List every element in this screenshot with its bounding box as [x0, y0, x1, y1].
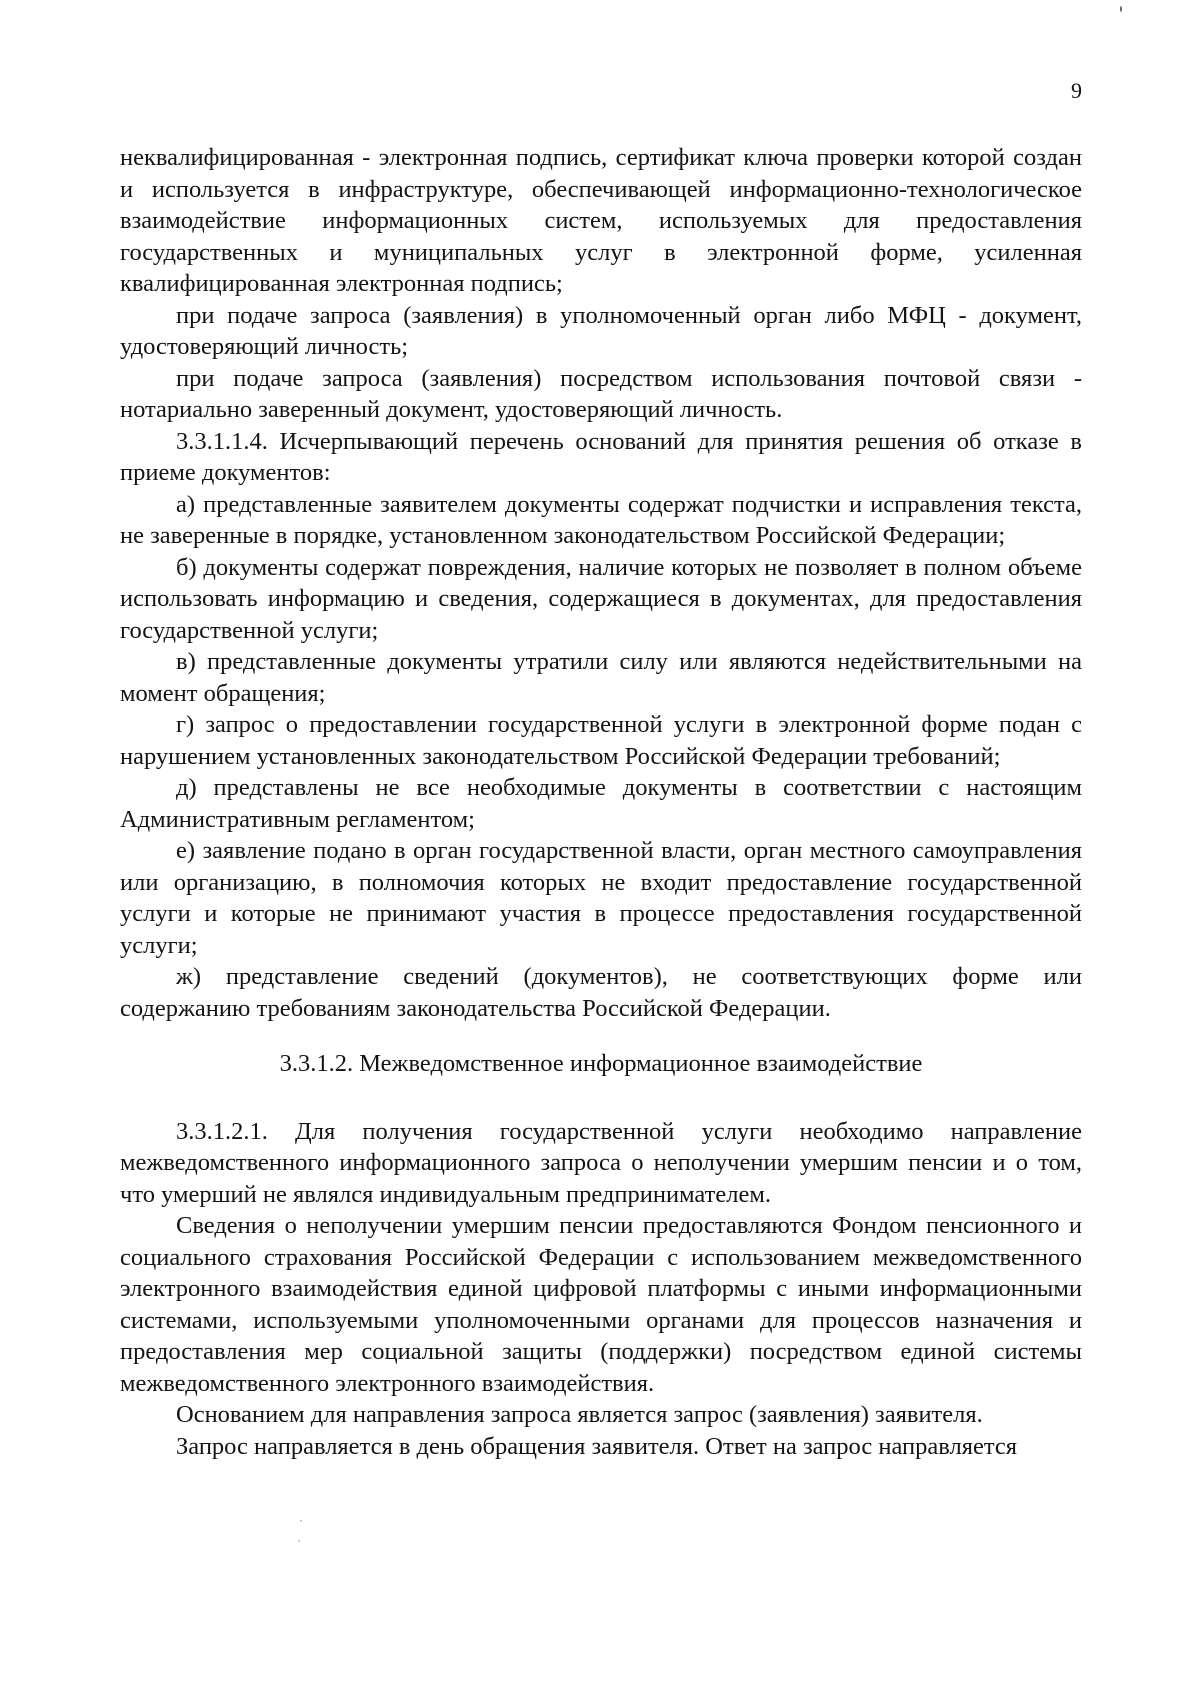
list-item: е) заявление подано в орган государственной власти, орган местного самоуправления или организацию, в полномочия которых не входит предоставление государственной услуги и которые не принимают участия в процессе предоставления государственной услуги; [120, 837, 1082, 959]
page-number: 9 [1071, 78, 1082, 103]
list-item: ж) представление сведений (документов), не соответствующих форме или содержанию требованиям законодательства Российской Федерации. [120, 963, 1082, 1022]
paragraph: Основанием для направления запроса является запрос (заявления) заявителя. [176, 1401, 983, 1428]
paragraph: при подаче запроса (заявления) в уполномоченный орган либо МФЦ - документ, удостоверяющий личность; [120, 301, 1082, 360]
list-item: а) представленные заявителем документы содержат подчистки и исправления текста, не заверенные в порядке, установленном законодательством Российской Федерации; [120, 490, 1082, 549]
scan-speck [1120, 6, 1122, 12]
document-body [120, 142, 1082, 1462]
paragraph: Сведения о неполучении умершим пенсии предоставляются Фондом пенсионного и социального страхования Российской Федерации с использованием межведомственного электронного взаимодействия единой цифровой платформы с иными информационными системами, используемыми уполномоченными органами для процессов назначения и предоставления мер социальной защиты (поддержки) посредством единой системы межведомственного электронного взаимодействия. [120, 1212, 1082, 1397]
scan-speck [300, 1520, 302, 1522]
paragraph: 3.3.1.1.4. Исчерпывающий перечень оснований для принятия решения об отказе в приеме документов: [120, 427, 1082, 486]
list-item: г) запрос о предоставлении государственной услуги в электронной форме подан с нарушением установленных законодательством Российской Федерации требований; [120, 711, 1082, 770]
paragraph: неквалифицированная - электронная подпись, сертификат ключа проверки которой создан и используется в инфраструктуре, обеспечивающей информационно-технологическое взаимодействие информационных систем, используемых для предоставления государственных и муниципальных услуг в электронной форме, усиленная квалифицированная электронная подпись; [120, 144, 1082, 297]
list-item: д) представлены не все необходимые документы в соответствии с настоящим Административным регламентом; [120, 774, 1082, 833]
list-item: б) документы содержат повреждения, наличие которых не позволяет в полном объеме использовать информацию и сведения, содержащиеся в документах, для предоставления государственной услуги; [120, 553, 1082, 644]
section-heading: 3.3.1.2. Межведомственное информационное взаимодействие [279, 1050, 923, 1077]
scan-speck [298, 1540, 300, 1542]
paragraph: при подаче запроса (заявления) посредством использования почтовой связи - нотариально заверенный документ, удостоверяющий личность. [120, 364, 1082, 423]
paragraph: Запрос направляется в день обращения заявителя. Ответ на запрос направляется [176, 1432, 1018, 1460]
list-item: в) представленные документы утратили силу или являются недействительными на момент обращения; [120, 648, 1082, 707]
paragraph: 3.3.1.2.1. Для получения государственной услуги необходимо направление межведомственного информационного запроса о неполучении умершим пенсии и о том, что умерший не являлся индивидуальным предпринимателем. [120, 1117, 1082, 1208]
